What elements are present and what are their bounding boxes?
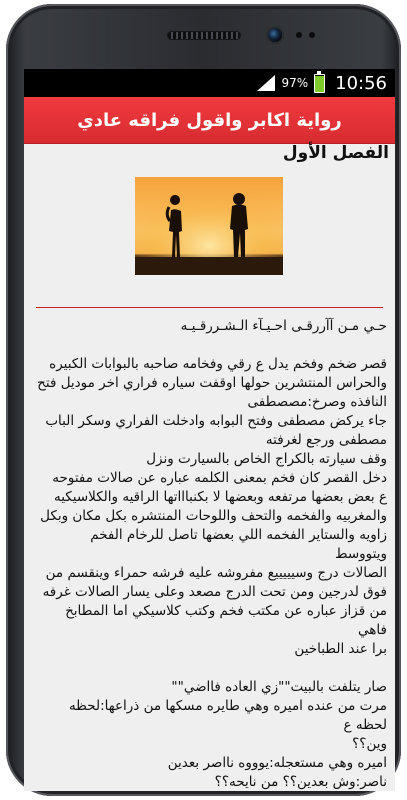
- status-bar: [24, 69, 395, 97]
- front-camera-icon: [268, 28, 282, 42]
- phone-frame: [6, 4, 401, 796]
- signal-icon: [257, 75, 275, 91]
- battery-percent: 97%: [281, 76, 309, 90]
- text-line: مصطفى ورجع لغرفته: [265, 432, 387, 448]
- page-title: رواية اكابر واقول فراقه عادي: [77, 109, 342, 131]
- text-line: ناصر:وش بعدين؟؟ من نايحه؟؟: [214, 774, 387, 790]
- proximity-sensor: [296, 32, 302, 38]
- text-line: ع بعض بعضها مرتفعه وبعضها لا بكنباااتها الراقيه والكلاسيكيه: [54, 489, 387, 505]
- app-title-bar: [24, 97, 395, 143]
- text-line: وقف سيارته بالكراج الخاص بالسيارت ونزل: [146, 451, 387, 467]
- text-line: مرت من عنده اميره وهي طايره مسكها من ذراعها:لحظه لحظه ع: [68, 698, 387, 733]
- text-line: صار يتلفت بالبيت""زي العاده فااضي"": [171, 679, 387, 695]
- text-line: زاويه والستاير الفخمه اللي بعضها تاصل للرخام الفخم ويتووسط: [90, 527, 387, 562]
- text-line: برا عند الطباخين: [294, 641, 387, 657]
- text-line: اميره وهي مستعجله:يوووه نااصر بعدين: [167, 755, 387, 771]
- chapter-title: الفصل الأول: [282, 143, 389, 163]
- text-line: حـي مـن آآررقـى احـيـآء الـشـررقـيـه: [180, 318, 387, 334]
- chapter-divider: [36, 307, 383, 308]
- phone-screen: [24, 69, 395, 791]
- light-sensor: [309, 32, 315, 38]
- text-line: قصر ضخم وفخم يدل ع رقي وفخامه صاحبه بالبوابات الكبيره: [49, 356, 387, 372]
- text-line: النافذه وصرخ:مصصطفى: [247, 394, 387, 410]
- battery-icon: [314, 74, 325, 93]
- text-line: فوق لدرجين ومن تحت الدرج مصعد وعلى يسار الصالات غرفه: [42, 584, 387, 600]
- text-line: والحراس المنتشرين حولها اوقفت سياره فراري اخر موديل فتح: [37, 375, 387, 391]
- status-clock: 10:56: [335, 72, 387, 94]
- chapter-cover-image: [135, 177, 283, 275]
- text-line: والمغربيه والفخمه والتحف واللوحات المنتشره بكل مكان وبكل: [40, 508, 387, 524]
- text-line: من قزاز عباره عن مكتب فخم وكتب كلاسيكي اما المطابخ فاهي: [65, 603, 387, 638]
- phone-top-bezel: [6, 4, 401, 66]
- status-icons: [257, 69, 387, 97]
- earpiece-speaker: [168, 32, 240, 39]
- story-text: [34, 317, 387, 791]
- text-line: وين؟؟: [352, 736, 387, 752]
- reader-content[interactable]: [24, 143, 395, 791]
- text-line: الصالات درج وسيييييع مفروشه عليه فرشه حمراء وينقسم من: [45, 565, 387, 581]
- paragraph-gap: [34, 336, 387, 355]
- text-line: دخل القصر كان فخم بمعنى الكلمه عباره عن صالات مفتوحه: [52, 470, 387, 486]
- text-line: جاء يركض مصطفى وفتح البوابه وادخلت الفراري وسكر الباب: [45, 413, 387, 429]
- couple-silhouette-icon: [135, 177, 283, 275]
- paragraph-gap: [34, 659, 387, 678]
